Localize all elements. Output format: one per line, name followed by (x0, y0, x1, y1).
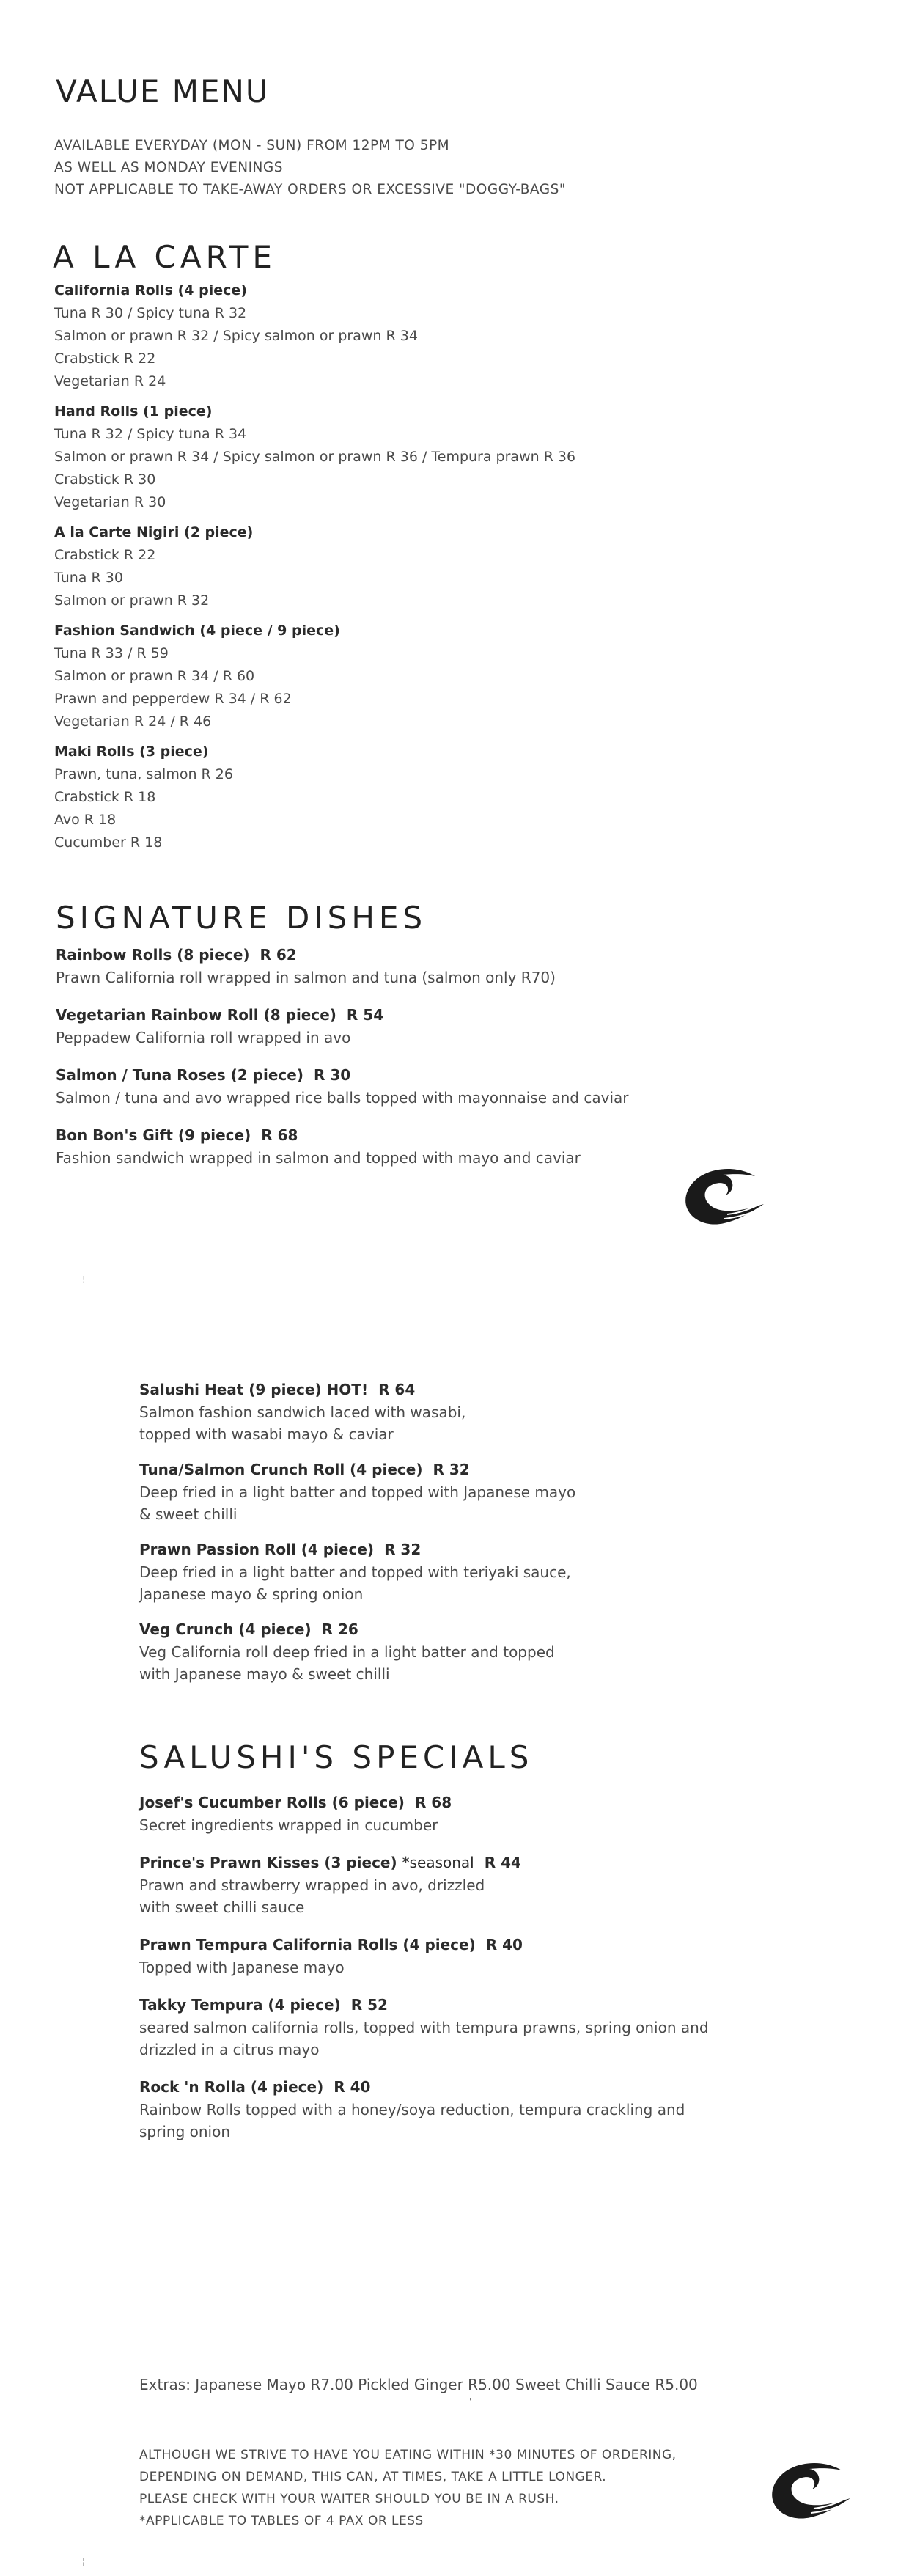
wave-swirl-icon (768, 2459, 855, 2523)
menu-line: Tuna R 32 / Spicy tuna R 34 (54, 426, 247, 442)
group-title: Hand Rolls (1 piece) (54, 403, 213, 419)
menu-line: Crabstick R 18 (54, 789, 156, 805)
item-description: Rainbow Rolls topped with a honey/soya reduction, tempura crackling and (139, 2101, 685, 2118)
item-description: Japanese mayo & spring onion (139, 1585, 364, 1603)
brand-logo (768, 2459, 855, 2523)
menu-item (139, 1994, 709, 2061)
item-name: Vegetarian Rainbow Roll (8 piece) (56, 1006, 336, 1024)
menu-group (54, 400, 575, 514)
value-menu-title: VALUE MENU (56, 73, 270, 109)
item-description: Deep fried in a light batter and topped with Japanese mayo (139, 1483, 576, 1501)
stray-mark: ¦ (82, 2556, 86, 2566)
item-price: R 68 (261, 1126, 298, 1144)
menu-line: Crabstick R 22 (54, 547, 156, 563)
item-heading (139, 1791, 709, 1814)
condition-line: AS WELL AS MONDAY EVENINGS (54, 160, 283, 175)
menu-line: Crabstick R 22 (54, 351, 156, 367)
item-heading (56, 1064, 628, 1087)
menu-line: Cucumber R 18 (54, 834, 163, 851)
menu-line: Vegetarian R 30 (54, 494, 166, 510)
item-heading (139, 1618, 575, 1641)
group-title: California Rolls (4 piece) (54, 282, 247, 298)
menu-line: Salmon or prawn R 34 / Spicy salmon or prawn R 36 / Tempura prawn R 36 (54, 449, 576, 465)
footer-notes (139, 2444, 677, 2532)
menu-line: Salmon or prawn R 32 (54, 592, 210, 609)
menu-line: Tuna R 33 / R 59 (54, 645, 169, 661)
item-name: Prawn Passion Roll (4 piece) (139, 1541, 375, 1558)
item-name: Rock 'n Rolla (4 piece) (139, 2078, 324, 2096)
menu-line: Tuna R 30 (54, 570, 123, 586)
item-heading (139, 2076, 709, 2099)
item-price: R 40 (485, 1936, 523, 1953)
menu-item (139, 1852, 709, 1918)
item-description: seared salmon california rolls, topped with tempura prawns, spring onion and (139, 2019, 709, 2036)
menu-line: Salmon or prawn R 34 / R 60 (54, 668, 255, 684)
menu-item (139, 1538, 575, 1605)
item-description: Secret ingredients wrapped in cucumber (139, 1816, 438, 1834)
menu-group (54, 279, 575, 393)
condition-line: NOT APPLICABLE TO TAKE-AWAY ORDERS OR EXCESSIVE "DOGGY-BAGS" (54, 182, 566, 197)
signature-dishes-title: SIGNATURE DISHES (56, 900, 427, 936)
item-price: R 44 (484, 1854, 521, 1871)
specials-list (139, 1791, 709, 2158)
item-price: R 54 (346, 1006, 384, 1024)
item-heading (139, 1379, 575, 1401)
signature-list (56, 944, 628, 1184)
item-name: Veg Crunch (4 piece) (139, 1621, 312, 1638)
footer-note: ALTHOUGH WE STRIVE TO HAVE YOU EATING WITHIN *30 MINUTES OF ORDERING, (139, 2448, 677, 2462)
item-price: R 32 (384, 1541, 422, 1558)
item-heading (139, 1852, 709, 1874)
menu-item (139, 1791, 709, 1836)
item-price: R 30 (313, 1066, 351, 1084)
item-heading (56, 1004, 628, 1027)
a-la-carte-list (54, 279, 575, 854)
item-name: Rainbow Rolls (8 piece) (56, 946, 250, 964)
item-heading (139, 1934, 709, 1956)
wave-swirl-icon (682, 1164, 768, 1229)
group-title: Fashion Sandwich (4 piece / 9 piece) (54, 623, 340, 639)
item-name: Tuna/Salmon Crunch Roll (4 piece) (139, 1461, 423, 1478)
menu-item (56, 1064, 628, 1109)
item-description: Salmon / tuna and avo wrapped rice balls topped with mayonnaise and caviar (56, 1089, 629, 1107)
footer-note: DEPENDING ON DEMAND, THIS CAN, AT TIMES, TAKE A LITTLE LONGER. (139, 2470, 607, 2484)
item-heading (56, 944, 628, 966)
menu-line: Prawn and pepperdew R 34 / R 62 (54, 691, 292, 707)
item-name: Prawn Tempura California Rolls (4 piece) (139, 1936, 476, 1953)
item-description: with sweet chilli sauce (139, 1898, 305, 1916)
item-price: R 32 (433, 1461, 470, 1478)
menu-group (54, 521, 575, 612)
item-description: with Japanese mayo & sweet chilli (139, 1665, 390, 1683)
menu-item (139, 1618, 575, 1685)
footer-note: PLEASE CHECK WITH YOUR WAITER SHOULD YOU BE IN A RUSH. (139, 2492, 559, 2506)
item-name: Takky Tempura (4 piece) (139, 1996, 341, 2014)
item-description: spring onion (139, 2123, 231, 2140)
item-price: R 62 (260, 946, 297, 964)
item-heading (139, 1458, 575, 1481)
item-description: Prawn California roll wrapped in salmon and tuna (salmon only R70) (56, 969, 556, 986)
menu-group (54, 741, 575, 854)
menu-line: Prawn, tuna, salmon R 26 (54, 766, 233, 782)
group-title: Maki Rolls (3 piece) (54, 744, 209, 760)
item-description: Veg California roll deep fried in a light batter and topped (139, 1643, 555, 1661)
item-description: Topped with Japanese mayo (139, 1959, 345, 1976)
item-price: R 64 (378, 1381, 416, 1398)
extras-line: Extras: Japanese Mayo R7.00 Pickled Ginger R5.00 Sweet Chilli Sauce R5.00 (139, 2376, 698, 2393)
item-price: R 26 (321, 1621, 358, 1638)
item-description: Fashion sandwich wrapped in salmon and topped with mayo and caviar (56, 1149, 581, 1167)
menu-line: Salmon or prawn R 32 / Spicy salmon or prawn R 34 (54, 328, 418, 344)
menu-item (139, 2076, 709, 2143)
item-heading (139, 1538, 575, 1561)
footer-note: *APPLICABLE TO TABLES OF 4 PAX OR LESS (139, 2514, 424, 2528)
specials-title: SALUSHI'S SPECIALS (139, 1739, 534, 1775)
menu-group (54, 620, 575, 733)
menu-item (139, 1934, 709, 1978)
item-price: R 52 (350, 1996, 388, 2014)
stray-mark: ! (82, 1274, 86, 1285)
item-heading (139, 1994, 709, 2017)
value-menu-conditions (54, 135, 566, 201)
item-description: Peppadew California roll wrapped in avo (56, 1029, 351, 1046)
item-description: Salmon fashion sandwich laced with wasabi, (139, 1403, 466, 1421)
item-description: topped with wasabi mayo & caviar (139, 1425, 394, 1443)
stray-mark: ' (469, 2396, 472, 2407)
menu-item (56, 1124, 628, 1169)
item-name: Josef's Cucumber Rolls (6 piece) (139, 1794, 405, 1811)
item-description: Prawn and strawberry wrapped in avo, drizzled (139, 1876, 485, 1894)
hot-list (139, 1379, 575, 1700)
item-name: Salmon / Tuna Roses (2 piece) (56, 1066, 303, 1084)
item-description: Deep fried in a light batter and topped with teriyaki sauce, (139, 1563, 571, 1581)
item-note: *seasonal (402, 1854, 474, 1871)
menu-item (139, 1379, 575, 1445)
item-name: Bon Bon's Gift (9 piece) (56, 1126, 251, 1144)
condition-line: AVAILABLE EVERYDAY (MON - SUN) FROM 12PM TO 5PM (54, 138, 450, 153)
item-description: drizzled in a citrus mayo (139, 2041, 320, 2058)
item-description: & sweet chilli (139, 1505, 238, 1523)
menu-item (56, 1004, 628, 1049)
item-price: R 40 (334, 2078, 371, 2096)
brand-logo (682, 1164, 768, 1229)
menu-line: Vegetarian R 24 (54, 373, 166, 389)
menu-line: Vegetarian R 24 / R 46 (54, 713, 212, 730)
menu-line: Crabstick R 30 (54, 471, 156, 488)
menu-item (139, 1458, 575, 1525)
item-price: R 68 (414, 1794, 452, 1811)
item-heading (56, 1124, 628, 1147)
item-name: Prince's Prawn Kisses (3 piece) (139, 1854, 397, 1871)
a-la-carte-title: A LA CARTE (53, 239, 276, 275)
group-title: A la Carte Nigiri (2 piece) (54, 524, 254, 540)
item-name: Salushi Heat (9 piece) HOT! (139, 1381, 369, 1398)
menu-line: Tuna R 30 / Spicy tuna R 32 (54, 305, 247, 321)
menu-item (56, 944, 628, 988)
menu-line: Avo R 18 (54, 812, 117, 828)
